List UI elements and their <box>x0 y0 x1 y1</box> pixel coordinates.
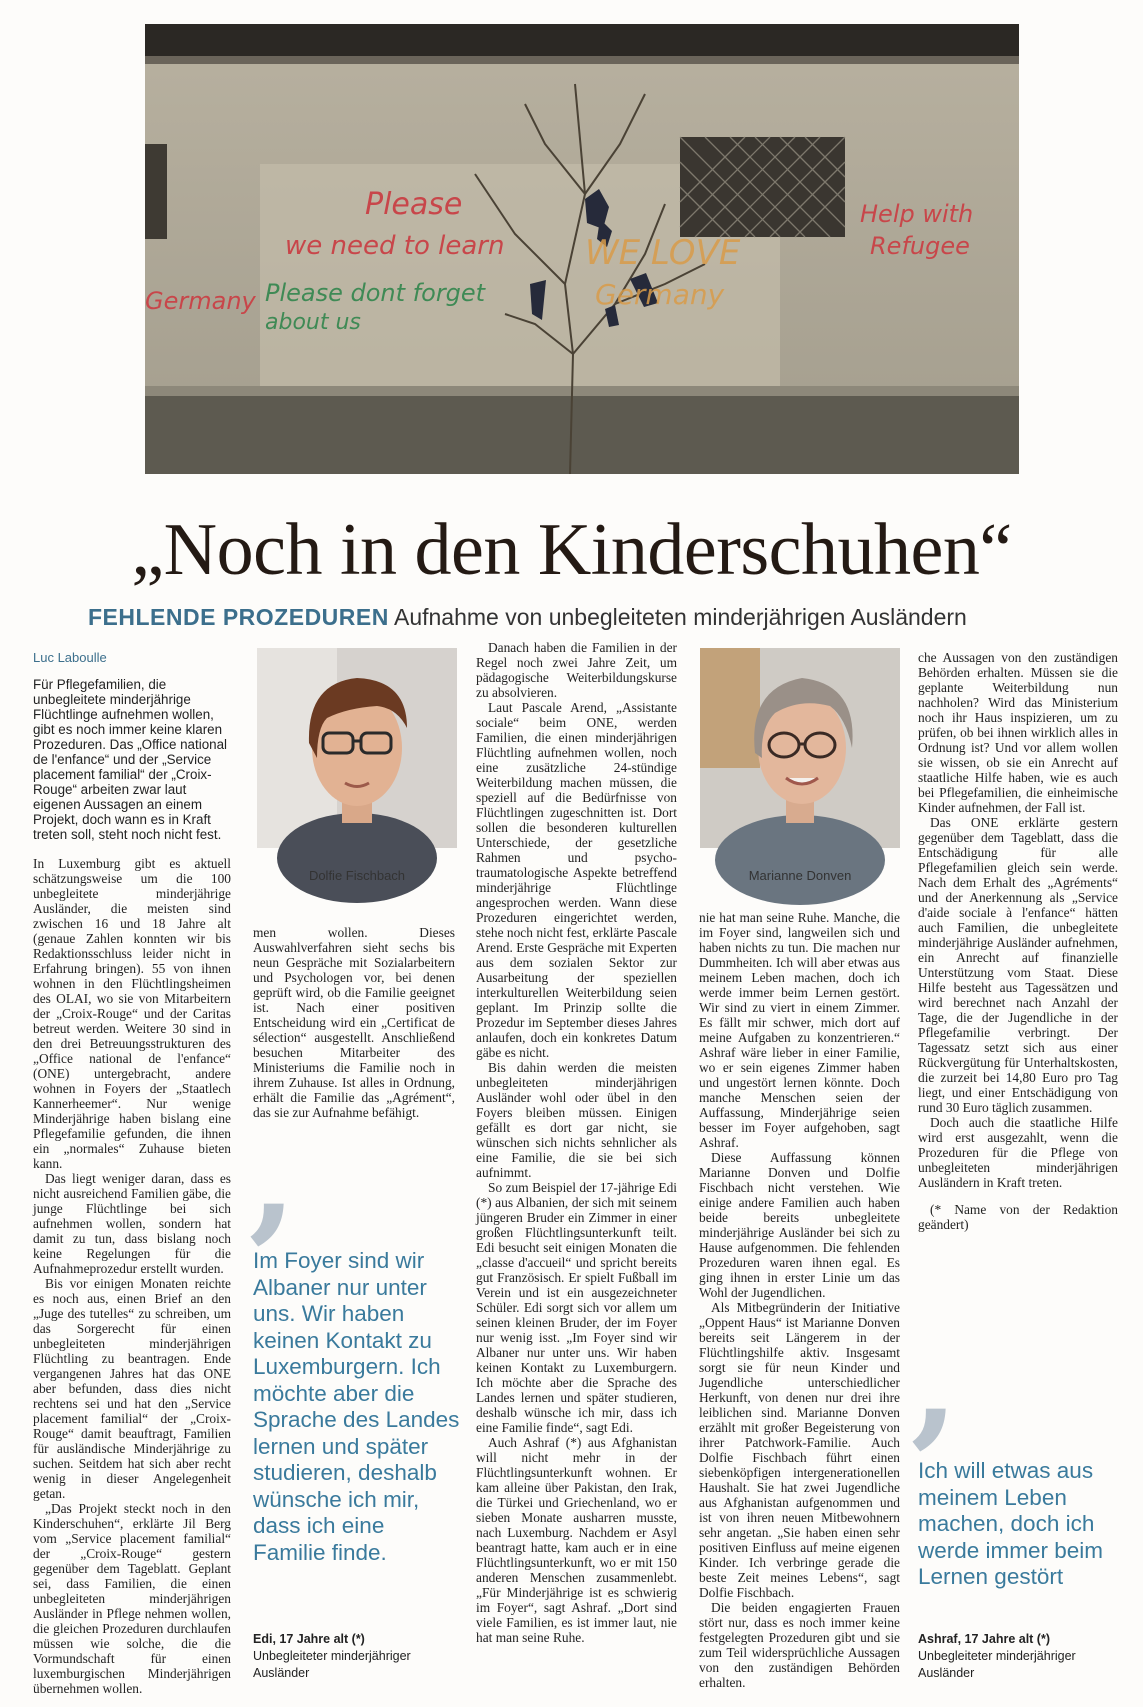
graffiti-germany-left: Germany <box>145 287 256 315</box>
header-photo <box>145 24 1019 474</box>
quote-attribution-edi <box>253 1631 463 1682</box>
subline-kicker: FEHLENDE PROZEDUREN <box>88 604 389 630</box>
quote-mark-icon: ‚ <box>246 1087 299 1263</box>
portrait-dolfie-fischbach <box>257 648 457 848</box>
quote-name-ashraf: Ashraf, 17 Jahre alt (*) <box>918 1632 1050 1646</box>
col5-paragraph-2: Das ONE erklärte gestern gegenüber dem Tageblatt, dass die Entschädigung für alle Pflegefamilien gleich sein werde. Nach dem Erhalt des „Agréments“ und der Anerkennung als „Service d'aide sociale à l'enfance“ hätten auch Familien, die unbegleitete minderjährige Ausländer aufnehmen, ein Anrecht auf finanzielle Unterstützung vom Staat. Diese Hilfe besteht aus Tagessätzen und wird berechnet nach Anzahl der Tage, die der Jugendliche in der Pflegefamilie verbringt. Der Tagessatz setzt sich aus einer Rückvergütung für Unterhaltskosten, die zurzeit bei 14,80 Euro pro Tag liegt, und einer Entschädigung von rund 30 Euro täglich zusammen. <box>918 815 1118 1115</box>
col2-paragraph-1: men wollen. Dieses Auswahlverfahren sieht sechs bis neun Gespräche mit Sozialarbeitern und Psychologen vor, bei denen geprüft wird, ob die Familie geeignet ist. Nach einer positiven Entscheidung wird ein „Certificat de sélection“ ausgestellt. Anschließend besuchen Mitarbeiter des Ministeriums die Familie noch in ihrem Zuhause. Ist alles in Ordnung, erhält die Familie das „Agrément“, das sie zur Aufnahme befähigt. <box>253 925 455 1120</box>
column-1 <box>33 650 231 1700</box>
graffiti-help-with: Help with <box>860 200 974 228</box>
col1-paragraph-4: „Das Projekt steckt noch in den Kinderschuhen“, erklärte Jil Berg vom „Service placement familial“ der „Croix-Rouge“ gestern gegenüber dem Tageblatt. Geplant sei, dass Familien, die einen unbegleiteten minderjährigen Ausländer in Pflege nehmen wollen, die gleichen Prozeduren durchlaufen müssen wie solche, die die Vormundschaft für einen luxemburgischen Minderjährigen übernehmen wollen. <box>33 1501 231 1696</box>
photo-caption-dolfie: Dolfie Fischbach <box>308 868 406 883</box>
pull-quote-ashraf: Ich will etwas aus meinem Leben machen, doch ich werde immer beim Lernen gestört <box>918 1458 1104 1589</box>
col4-paragraph-3: Als Mitbegründerin der Initiative „Oppent Haus“ ist Marianne Donven bereits seit Längerem in der Flüchtlingshilfe aktiv. Insgesamt sorgt sie für neun Kinder und Jugendliche unterschiedlicher Herkunft, von denen nur drei ihre leiblichen sind. Marianne Donven erzählt mit großer Begeisterung von ihrer Patchwork-Familie. Auch Dolfie Fischbach führt einen siebenköpfigen intergenerationellen Haushalt. Sie hat zwei Jugendliche aus Afghanistan aufgenommen und ist von ihren neuen Mitbewohnern sehr angetan. „Sie haben einen sehr positiven Einfluss auf meine eigenen Kinder. Ich verbringe gerade die beste Zeit meines Lebens“, sagt Dolfie Fischbach. <box>699 1300 900 1600</box>
portrait-marianne-donven <box>700 648 900 848</box>
graffiti-please-dont-forget: Please dont forget <box>265 279 486 307</box>
graffiti-refugee: Refugee <box>870 232 970 260</box>
col3-paragraph-2: Laut Pascale Arend, „Assistante sociale“ beim ONE, werden Familien, die einen minderjährigen Flüchtling aufnehmen wollen, noch eine zusätzliche 24-stündige Weiterbildung machen müssen, die speziell auf die Bedürfnisse von Flüchtlingen zugeschnitten ist. Dort sollen die besonderen kulturellen Unterschiede, der gesetzliche Rahmen und psycho-traumatologische Aspekte betreffend minderjährige Flüchtlinge angesprochen werden. Wann diese Prozeduren eingerichtet werden, stehe noch nicht fest, erklärte Pascale Arend. Erste Gespräche mit Experten aus dem sozialen Sektor zur Ausarbeitung der speziellen interkulturellen Weiterbildung seien geplant. Im Prinzip sollte die Prozedur im September dieses Jahres anlaufen, doch ein konkretes Datum gäbe es nicht. <box>476 700 677 1060</box>
headline: „Noch in den Kinderschuhen“ <box>131 509 1012 591</box>
quote-role-ashraf: Unbegleiteter minderjähriger Ausländer <box>918 1649 1076 1680</box>
quote-mark-icon: ‚ <box>908 1292 961 1468</box>
col3-paragraph-5: Auch Ashraf (*) aus Afghanistan will nicht mehr in der Flüchtlingsunterkunft wohnen. Er kam alleine über Pakistan, den Irak, die Türkei und Griechenland, wo er sieben Monate ausharren musste, nach Luxemburg. Nachdem er Asyl beantragt hatte, kam auch er in eine Flüchtlingsunterkunft, wo er mit 150 anderen Menschen zusammenlebt. „Für Minderjährige ist es schwierig im Foyer“, sagt Ashraf. „Dort sind viele Familien, es ist immer laut, nie hat man seine Ruhe. <box>476 1435 677 1645</box>
lead-paragraph: Für Pflegefamilien, die unbegleitete minderjährige Flüchtlinge aufnehmen wollen, gibt es noch immer keine klaren Prozeduren. Das „Office national de l'enfance“ und der „Service placement familial“ der „Croix-Rouge“ arbeiten zwar laut eigenen Aussagen an einem Projekt, doch wann es in Kraft treten soll, steht noch nicht fest. <box>33 677 228 842</box>
graffiti-germany-orange: Germany <box>595 278 725 311</box>
column-5 <box>918 650 1118 1232</box>
quote-name-edi: Edi, 17 Jahre alt (*) <box>253 1632 365 1646</box>
subline-text: Aufnahme von unbegleiteten minderjährigen Ausländern <box>393 604 967 630</box>
col5-paragraph-3: Doch auch die staatliche Hilfe wird erst ausgezahlt, wenn die Prozeduren für die Pflege von unbegleiteten minderjährigen Ausländern in Kraft treten. <box>918 1115 1118 1190</box>
column-4 <box>699 910 900 1700</box>
col4-paragraph-2: Diese Auffassung können Marianne Donven und Dolfie Fischbach nicht verstehen. Wie einige andere Familien auch haben beide bereits unbegleitete minderjährige Ausländer bei sich zu Hause aufgenommen. Die fehlenden Prozeduren waren ihnen egal. Es ging ihnen in erster Linie um das Wohl der Jugendlichen. <box>699 1150 900 1300</box>
footnote: (* Name von der Redaktion geändert) <box>918 1202 1118 1232</box>
quote-attribution-ashraf <box>918 1631 1133 1682</box>
col3-paragraph-3: Bis dahin werden die meisten unbegleiteten minderjährigen Ausländer wohl oder übel in den Foyers bleiben müssen. Einigen gefällt es dort gar nicht, sie wünschen sich nichts sehnlicher als eine Familie, die sie bei sich aufnimmt. <box>476 1060 677 1180</box>
graffiti-about-us: about us <box>265 310 361 335</box>
graffiti-we-love: WE LOVE <box>585 233 741 273</box>
col4-paragraph-1: nie hat man seine Ruhe. Manche, die im Foyer sind, langweilen sich und haben nichts zu tun. Die machen nur Dummheiten. Ich will aber etwas aus meinem Leben machen, doch ich werde immer beim Lernen gestört. Wir sind zu viert in einem Zimmer. Es fällt mir schwer, mich dort auf meine Aufgaben zu konzentrieren.“ Ashraf wäre lieber in einer Familie, wo er sein eigenes Zimmer haben und ungestört lernen könnte. Doch manche Menschen seien der Auffassung, Minderjährige seien besser im Foyer aufgehoben, sagt Ashraf. <box>699 910 900 1150</box>
photo-wall-graffiti <box>145 24 1019 474</box>
col1-paragraph-1: In Luxemburg gibt es aktuell schätzungsweise um die 100 unbegleitete minderjährige Ausländer, die meisten sind zwischen 16 und 18 Jahre alt (genaue Zahlen konnten wir bis Redaktionsschluss leider nicht in Erfahrung bringen). 55 von ihnen wohnen in den Flüchtlingsheimen des OLAI, wo sie von Mitarbeitern der „Croix-Rouge“ und der Caritas betreut werden. Weitere 30 sind in den drei Betreuungsstrukturen des „Office national de l'enfance“ (ONE) untergebracht, andere wohnen in Foyers der „Staatlech Kannerheemer“. Nur wenige Minderjährige haben bislang eine Pflegefamilie gefunden, die ihnen ein „normales“ Zuhause bieten kann. <box>33 856 231 1171</box>
col4-paragraph-4: Die beiden engagierten Frauen stört nur, dass es noch immer keine festgelegten Prozeduren gibt und sie zum Teil widersprüchliche Aussagen von den zuständigen Behörden erhalten. <box>699 1600 900 1690</box>
col3-paragraph-1: Danach haben die Familien in der Regel noch zwei Jahre Zeit, um pädagogische Weiterbildungskurse zu absolvieren. <box>476 640 677 700</box>
col1-paragraph-3: Bis vor einigen Monaten reichte es noch aus, einen Brief an den „Juge des tutelles“ zu schreiben, um das Sorgerecht für einen unbegleiteten minderjährigen Flüchtling zu beantragen. Ende vergangenen Jahres hat das ONE aber befunden, dass dies nicht rechtens sei und hat den „Service placement familial“ der „Croix-Rouge“ damit beauftragt, Familien für ausländische Minderjährige zu suchen. Seitdem hat sich aber recht wenig in dieser Angelegenheit getan. <box>33 1276 231 1501</box>
col3-paragraph-4: So zum Beispiel der 17-jährige Edi (*) aus Albanien, der sich mit seinem jüngeren Bruder ein Zimmer in einer großen Flüchtlingsunterkunft teilt. Edi besucht seit einigen Monaten die „classe d'accueil“ und spricht bereits gut Französisch. Er spielt Fußball im Verein und ist ein ausgezeichneter Schüler. Edi sorgt sich vor allem um seinen kleinen Bruder, der im Foyer nur wenig isst. „Im Foyer sind wir Albaner nur unter uns. Wir haben keinen Kontakt zu Luxemburgern. Ich möchte aber die Sprache des Landes lernen und später studieren, deshalb wünsche ich mir, dass ich eine Familie finde“, sagt Edi. <box>476 1180 677 1435</box>
col5-paragraph-1: che Aussagen von den zuständigen Behörden erhalten. Müssen sie die geplante Weiterbildung nun nachholen? Wird das Ministerium noch ihr Haus inspizieren, um zu prüfen, ob bei ihnen wirklich alles in Ordnung ist? Und vor allem wollen sie wissen, ob sie ein Anrecht auf staatliche Hilfe haben, wie es auch bei Pflegefamilien, die einheimische Kinder aufnehmen, der Fall ist. <box>918 650 1118 815</box>
graffiti-need-to-learn: we need to learn <box>285 231 505 261</box>
graffiti-please: Please <box>365 187 463 222</box>
column-3 <box>476 640 677 1700</box>
col1-paragraph-2: Das liegt weniger daran, dass es nicht ausreichend Familien gäbe, die junge Flüchtlinge bei sich aufnehmen wollen, sondern hat damit zu tun, dass bislang noch keine Regelungen für die Aufnahmeprozedur erstellt wurden. <box>33 1171 231 1276</box>
pull-quote-edi: Im Foyer sind wir Albaner nur unter uns. Wir haben keinen Kontakt zu Luxemburgern. Ich möchte aber die Sprache des Landes lernen und später studieren, deshalb wünsche ich mir, dass ich eine Familie finde. <box>253 1248 460 1565</box>
subline <box>88 602 1088 632</box>
author: Luc Laboulle <box>33 650 107 665</box>
quote-role-edi: Unbegleiteter minderjähriger Ausländer <box>253 1649 411 1680</box>
photo-caption-marianne: Marianne Donven <box>748 868 852 883</box>
